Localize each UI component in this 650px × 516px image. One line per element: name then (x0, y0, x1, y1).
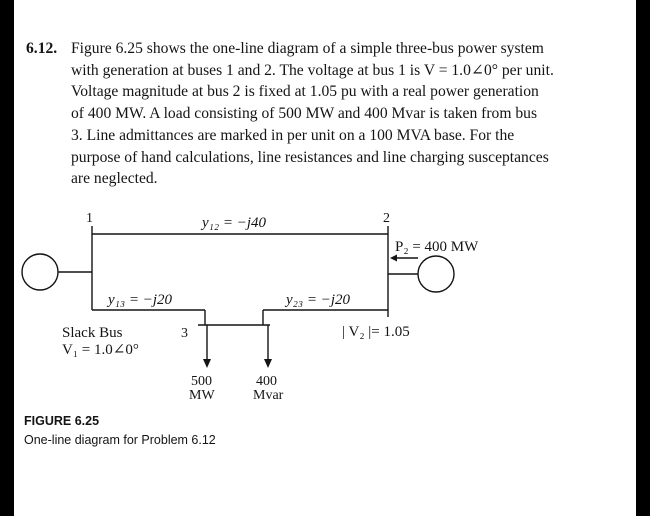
problem-line: are neglected. (71, 170, 158, 188)
generator-2-icon (418, 256, 454, 292)
y12-label: y₁₂ = −j40 (202, 215, 266, 231)
problem-line: Voltage magnitude at bus 2 is fixed at 1.05 pu with a real power generation (71, 83, 539, 101)
bus-2-label: 2 (383, 211, 390, 226)
generator-1-icon (22, 254, 58, 290)
load-p-unit: MW (189, 388, 215, 403)
problem-line: with generation at buses 1 and 2. The voltage at bus 1 is V = 1.0∠0° per unit. (71, 61, 554, 79)
bus-3-label: 3 (181, 326, 188, 341)
load-q-unit: Mvar (253, 388, 284, 403)
v2-label: | V₂ |= 1.05 (342, 324, 410, 340)
slack-bus-title: Slack Bus (62, 325, 123, 341)
problem-line: of 400 MW. A load consisting of 500 MW and 400 Mvar is taken from bus (71, 105, 538, 123)
slack-bus-voltage: V₁ = 1.0∠0° (62, 342, 139, 358)
problem-number: 6.12. (26, 40, 58, 57)
bus-1-label: 1 (86, 211, 93, 226)
p2-arrow-head-icon (390, 255, 397, 262)
problem-line: Figure 6.25 shows the one-line diagram of a simple three-bus power system (71, 40, 544, 57)
figure-caption: One-line diagram for Problem 6.12 (24, 433, 216, 447)
problem-line: 3. Line admittances are marked in per unit on a 100 MVA base. For the (71, 126, 515, 144)
figure-title: FIGURE 6.25 (24, 414, 100, 428)
load-p-value: 500 (191, 374, 212, 389)
y23-label: y₂₃ = −j20 (286, 292, 350, 308)
load-q-value: 400 (256, 374, 277, 389)
load-q-arrow-icon (264, 359, 272, 368)
p2-label: P₂ = 400 MW (395, 239, 479, 255)
y13-label: y₁₃ = −j20 (108, 292, 172, 308)
problem-line: purpose of hand calculations, line resistances and line charging susceptances (71, 148, 549, 166)
load-p-arrow-icon (203, 359, 211, 368)
